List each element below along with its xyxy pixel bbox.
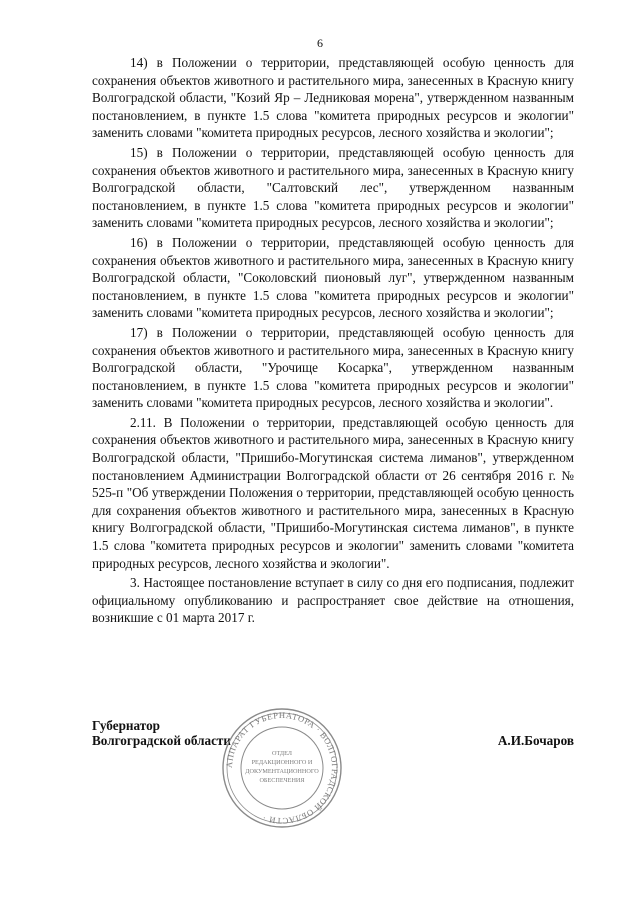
paragraph-item-15: 15) в Положении о территории, представляющей особую ценность для сохранения объектов животного и растительного мира, занесенных в Красную книгу Волгоградской области, "Салтовский лес", утвержденном названным постановлением, в пункте 1.5 слова "комитета природных ресурсов и экологии" заменить словами "комитета природных ресурсов, лесного хозяйства и экологии";	[92, 144, 574, 231]
signatory-title-line-1: Губернатор	[92, 718, 160, 733]
signatory-name: А.И.Бочаров	[497, 733, 574, 748]
paragraph-item-17: 17) в Положении о территории, представляющей особую ценность для сохранения объектов животного и растительного мира, занесенных в Красную книгу Волгоградской области, "Урочище Косарка", утвержденном названным постановлением, в пункте 1.5 слова "комитета природных ресурсов и экологии" заменить словами "комитета природных ресурсов, лесного хозяйства и экологии".	[92, 324, 574, 411]
document-body	[92, 54, 574, 629]
signature-block	[92, 709, 574, 838]
signatory-title	[92, 718, 231, 748]
seal-inner-line-4: ОБЕСПЕЧЕНИЯ	[259, 777, 305, 784]
paragraph-item-14: 14) в Положении о территории, представляющей особую ценность для сохранения объектов животного и растительного мира, занесенных в Красную книгу Волгоградской области, "Козий Яр – Ледниковая морена", утвержденном названным постановлением, в пункте 1.5 слова "комитета природных ресурсов и экологии" заменить словами "комитета природных ресурсов, лесного хозяйства и экологии";	[92, 55, 574, 141]
paragraph-3: 3. Настоящее постановление вступает в силу со дня его подписания, подлежит официальному опубликованию и распространяет свое действие на отношения, возникшие с 01 марта 2017 г.	[92, 575, 574, 626]
seal-inner-line-2: РЕДАКЦИОННОГО И	[251, 759, 313, 766]
page-number: 6	[317, 36, 323, 50]
seal-outer-text: АППАРАТ ГУБЕРНАТОРА · ВОЛГОГРАДСКОЙ ОБЛАСТИ ·	[223, 709, 341, 827]
signatory-title-line-2: Волгоградской области	[92, 733, 232, 748]
paragraph-item-16: 16) в Положении о территории, представляющей особую ценность для сохранения объектов животного и растительного мира, занесенных в Красную книгу Волгоградской области, "Соколовский пионовый луг", утвержденном названным постановлением, в пункте 1.5 слова "комитета природных ресурсов и экологии" заменить словами "комитета природных ресурсов, лесного хозяйства и экологии";	[92, 234, 574, 321]
paragraph-2-11: 2.11. В Положении о территории, представляющей особую ценность для сохранения объектов животного и растительного мира, занесенных в Красную книгу Волгоградской области, "Пришибо-Могутинская система лиманов", утвержденном постановлением Администрации Волгоградской области от 26 сентября 2016 г. № 525-п "Об утверждении Положения о территории, представляющей особую ценность для сохранения объектов животного и растительного мира, занесенных в Красную книгу Волгоградской области, "Пришибо-Могутинская система лиманов", в пункте 1.5 слова "комитета природных ресурсов и экологии" заменить словами "комитета природных ресурсов, лесного хозяйства и экологии".	[92, 414, 574, 571]
seal-inner-line-1: ОТДЕЛ	[272, 750, 292, 757]
official-seal-stamp	[220, 706, 344, 830]
seal-inner-line-3: ДОКУМЕНТАЦИОННОГО	[245, 768, 319, 775]
